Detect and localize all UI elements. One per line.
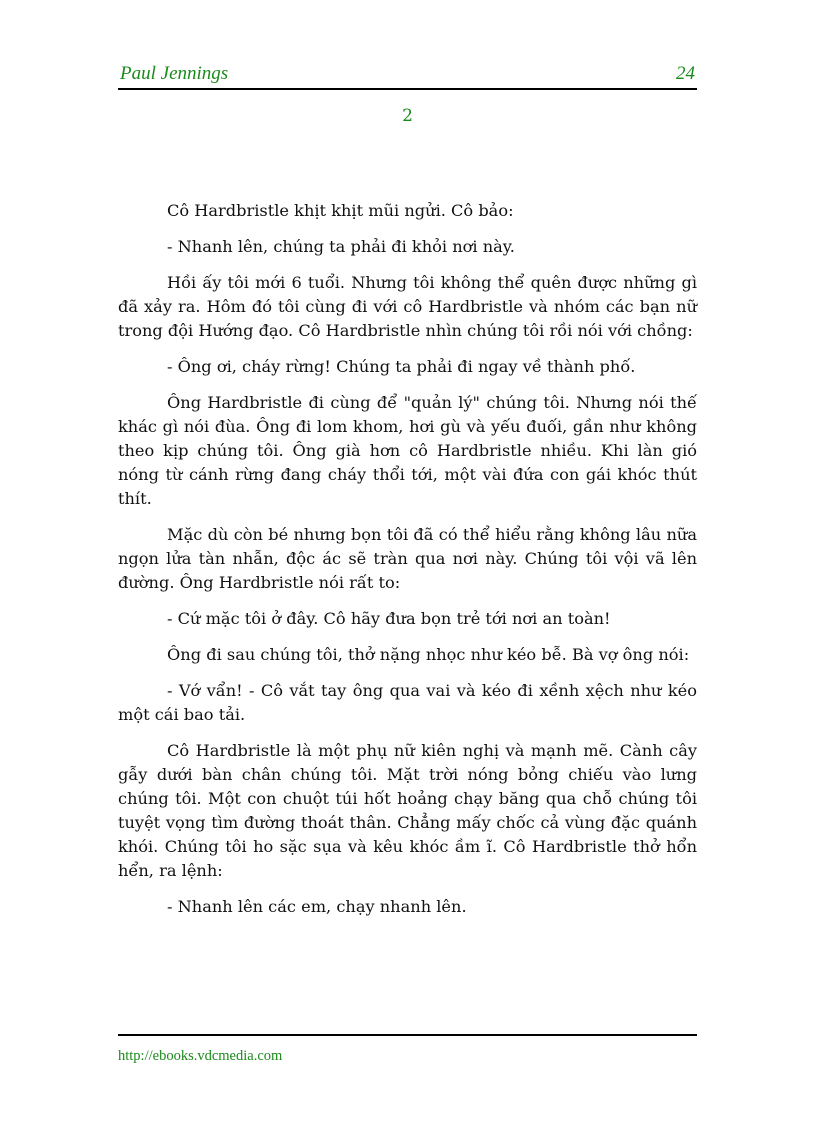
paragraph: - Cứ mặc tôi ở đây. Cô hãy đưa bọn trẻ tới nơi an toàn! [167,609,611,628]
chapter-number: 2 [402,106,413,126]
paragraph: - Nhanh lên các em, chạy nhanh lên. [167,897,467,916]
page-number: 24 [676,63,695,84]
paragraph: Cô Hardbristle khịt khịt mũi ngửi. Cô bảo: [167,201,514,220]
paragraph: - Vớ vẩn! - Cô vắt tay ông qua vai và kéo đi xềnh xệch như kéo một cái bao tải. [118,681,697,724]
paragraph: Hồi ấy tôi mới 6 tuổi. Nhưng tôi không thể quên được những gì đã xảy ra. Hôm đó tôi cùng đi với cô Hardbristle và nhóm các bạn nữ trong đội Hướng đạo. Cô Hardbristle nhìn chúng tôi rồi nói với chồng: [118,273,697,340]
paragraph: - Ông ơi, cháy rừng! Chúng ta phải đi ngay về thành phố. [167,357,636,376]
paragraph: Ông đi sau chúng tôi, thở nặng nhọc như kéo bễ. Bà vợ ông nói: [167,645,690,664]
page-footer [118,1034,697,1065]
body-text [118,199,697,931]
paragraph: Ông Hardbristle đi cùng để "quản lý" chúng tôi. Nhưng nói thế khác gì nói đùa. Ông đi lom khom, hơi gù và yếu đuối, gần như không theo kịp chúng tôi. Ông già hơn cô Hardbristle nhiều. Khi làn gió nóng từ cánh rừng đang cháy thổi tới, một vài đứa con gái khóc thút thít. [118,393,697,508]
paragraph: Cô Hardbristle là một phụ nữ kiên nghị và mạnh mẽ. Cành cây gẫy dưới bàn chân chúng tôi. Mặt trời nóng bỏng chiếu vào lưng chúng tôi. Một con chuột túi hốt hoảng chạy băng qua chỗ chúng tôi tuyệt vọng tìm đường thoát thân. Chẳng mấy chốc cả vùng đặc quánh khói. Chúng tôi ho sặc sụa và kêu khóc ầm ĩ. Cô Hardbristle thở hổn hển, ra lệnh: [118,741,697,880]
paragraph: - Nhanh lên, chúng ta phải đi khỏi nơi này. [167,237,515,256]
paragraph: Mặc dù còn bé nhưng bọn tôi đã có thể hiểu rằng không lâu nữa ngọn lửa tàn nhẫn, độc ác sẽ tràn qua nơi này. Chúng tôi vội vã lên đường. Ông Hardbristle nói rất to: [118,525,697,592]
page-header [118,62,697,90]
book-author-title: Paul Jennings [120,63,229,84]
footer-url-link[interactable]: http://ebooks.vdcmedia.com [118,1048,283,1064]
